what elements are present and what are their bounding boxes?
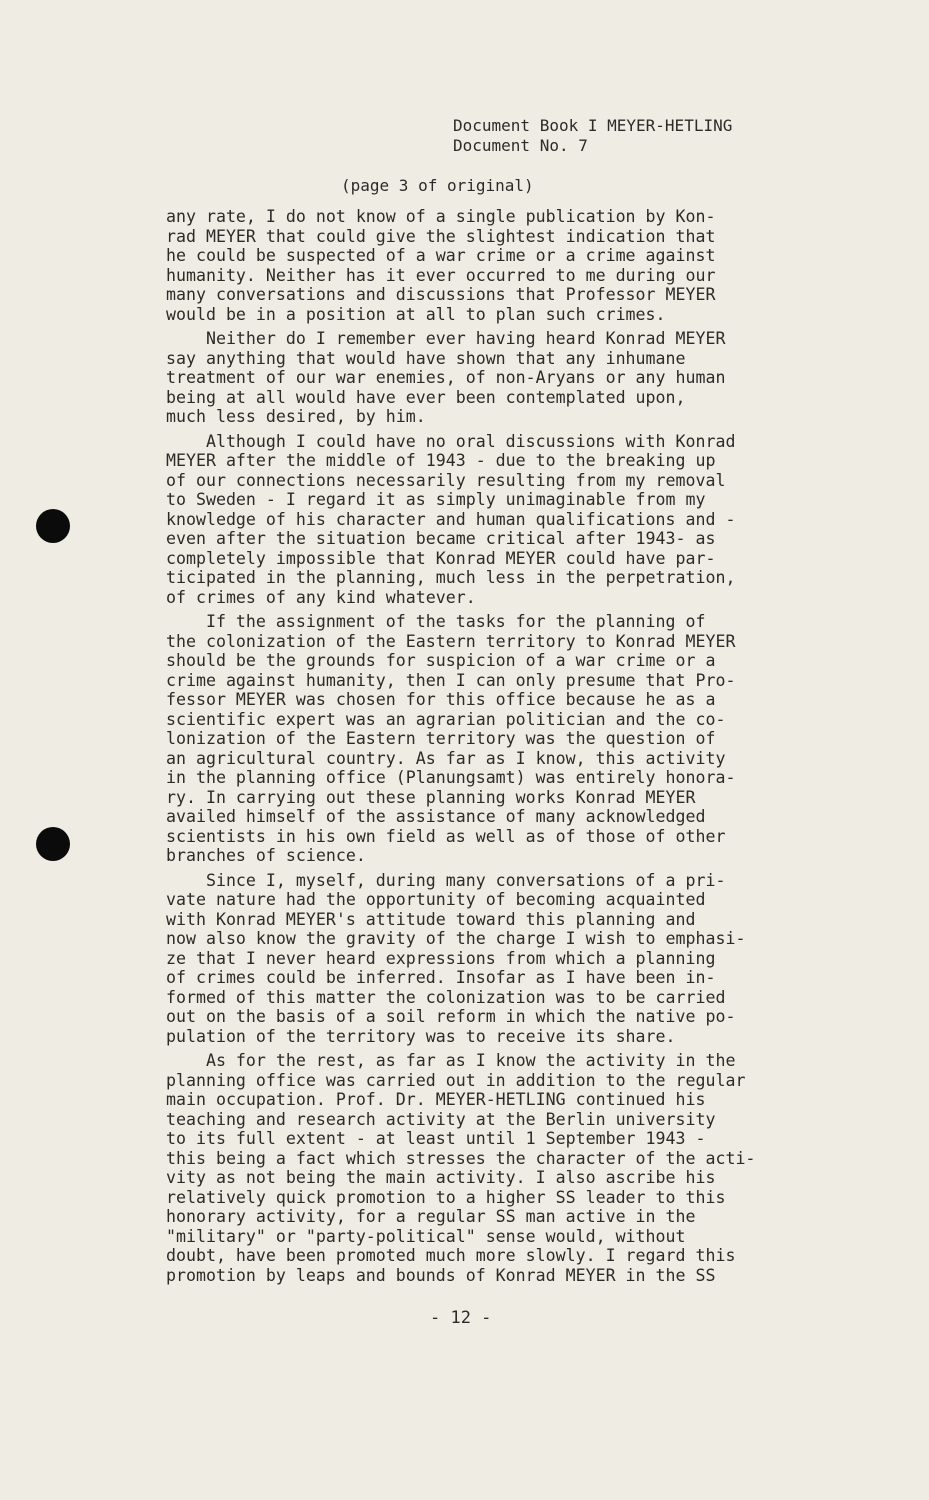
paragraph: Since I, myself, during many conversations of a pri- vate nature had the opportunity of becoming acquainted with Konrad MEYER's attitude toward this planning and now also know the gravity of the charge I wish to emphasi- ze that I never heard expressions from which a planning of crimes could be inferred. Insofar as I have been in- formed of this matter the colonization was to be carried out on the basis of a soil reform in which the native po- pulation of the territory was to receive its share. <box>166 870 746 1046</box>
original-page-note: (page 3 of original) <box>341 176 534 195</box>
paragraph: Although I could have no oral discussions with Konrad MEYER after the middle of 1943 - due to the breaking up of our connections necessarily resulting from my removal to Sweden - I regard it as simply unimaginable from my knowledge of his character and human qualifications and - even after the situation became critical after 1943- as completely impossible that Konrad MEYER could have par- ticipated in the planning, much less in the perpetration, of crimes of any kind whatever. <box>166 431 736 607</box>
document-header <box>453 116 732 156</box>
page-number: - 12 - <box>430 1308 492 1328</box>
punch-hole <box>36 509 70 543</box>
paragraph: any rate, I do not know of a single publication by Kon- rad MEYER that could give the slightest indication that he could be suspected of a war crime or a crime against humanity. Neither has it ever occurred to me during our many conversations and discussions that Professor MEYER would be in a position at all to plan such crimes. <box>166 207 716 324</box>
document-body <box>166 207 838 1290</box>
paragraph: Neither do I remember ever having heard Konrad MEYER say anything that would have shown that any inhumane treatment of our war enemies, of non-Aryans or any human being at all would have ever been contemplated upon, much less desired, by him. <box>166 329 726 426</box>
punch-hole <box>36 827 70 861</box>
paragraph: If the assignment of the tasks for the planning of the colonization of the Eastern territory to Konrad MEYER should be the grounds for suspicion of a war crime or a crime against humanity, then I can only presume that Pro- fessor MEYER was chosen for this office because he as a scientific expert was an agrarian politician and the co- lonization of the Eastern territory was the question of an agricultural country. As far as I know, this activity in the planning office (Planungsamt) was entirely honora- ry. In carrying out these planning works Konrad MEYER availed himself of the assistance of many acknowledged scientists in his own field as well as of those of other branches of science. <box>166 612 736 865</box>
document-book-line: Document Book I MEYER-HETLING <box>453 116 733 135</box>
document-number-line: Document No. 7 <box>453 136 588 155</box>
paragraph: As for the rest, as far as I know the activity in the planning office was carried out in addition to the regular main occupation. Prof. Dr. MEYER-HETLING continued his teaching and research activity at the Berlin university to its full extent - at least until 1 September 1943 - this being a fact which stresses the character of the acti- vity as not being the main activity. I also ascribe his relatively quick promotion to a higher SS leader to this honorary activity, for a regular SS man active in the "military" or "party-political" sense would, without doubt, have been promoted much more slowly. I regard this promotion by leaps and bounds of Konrad MEYER in the SS <box>166 1051 756 1285</box>
